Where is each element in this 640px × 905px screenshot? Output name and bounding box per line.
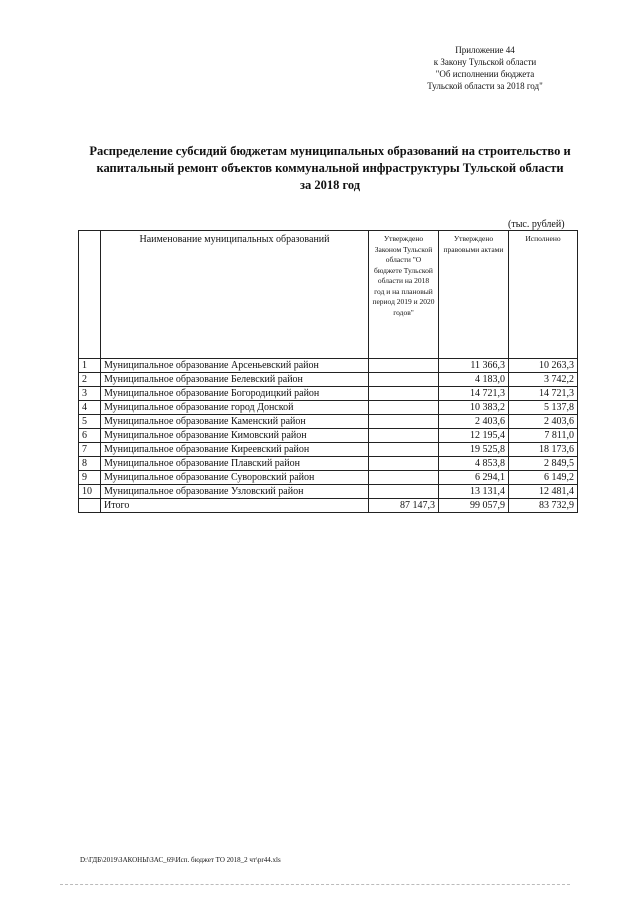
row-acts: 2 403,6 (439, 415, 509, 429)
table-row (79, 401, 578, 415)
row-law (369, 485, 439, 499)
table-row (79, 429, 578, 443)
row-name: Муниципальное образование город Донской (101, 401, 369, 415)
row-exec: 2 849,5 (509, 457, 578, 471)
row-number: 5 (79, 415, 101, 429)
row-acts: 4 853,8 (439, 457, 509, 471)
table-row (79, 387, 578, 401)
row-number: 4 (79, 401, 101, 415)
row-name: Муниципальное образование Белевский район (101, 373, 369, 387)
row-exec: 14 721,3 (509, 387, 578, 401)
header-acts: Утверждено правовыми актами (439, 231, 509, 359)
table-row (79, 471, 578, 485)
table-row (79, 485, 578, 499)
row-number: 2 (79, 373, 101, 387)
row-name: Муниципальное образование Плавский район (101, 457, 369, 471)
row-number: 3 (79, 387, 101, 401)
table-row (79, 443, 578, 457)
row-law (369, 429, 439, 443)
row-acts: 12 195,4 (439, 429, 509, 443)
row-exec: 10 263,3 (509, 359, 578, 373)
table-row (79, 359, 578, 373)
row-law (369, 457, 439, 471)
row-exec: 18 173,6 (509, 443, 578, 457)
appendix-line-1: Приложение 44 (455, 45, 515, 55)
row-name: Муниципальное образование Богородицкий район (101, 387, 369, 401)
row-acts: 19 525,8 (439, 443, 509, 457)
row-acts: 13 131,4 (439, 485, 509, 499)
table-row (79, 415, 578, 429)
row-name: Муниципальное образование Каменский район (101, 415, 369, 429)
row-number: 8 (79, 457, 101, 471)
table-row (79, 373, 578, 387)
row-law (369, 373, 439, 387)
row-law (369, 359, 439, 373)
file-path-footer: D:\ГДБ\2019\ЗАКОНЫ\ЗАС_69\Исп. бюджет ТО 2018_2 чт\pr44.xls (80, 856, 281, 864)
appendix-header (395, 44, 575, 92)
row-acts: 11 366,3 (439, 359, 509, 373)
subsidy-table (78, 230, 578, 513)
row-law (369, 443, 439, 457)
table-header-row (79, 231, 578, 359)
appendix-line-2: к Закону Тульской области (433, 57, 537, 67)
row-acts: 4 183,0 (439, 373, 509, 387)
appendix-line-3: "Об исполнении бюджета (435, 69, 535, 79)
row-acts: 14 721,3 (439, 387, 509, 401)
total-law: 87 147,3 (369, 499, 439, 513)
title-line-3: за 2018 год (299, 178, 361, 192)
row-number: 7 (79, 443, 101, 457)
row-name: Муниципальное образование Киреевский район (101, 443, 369, 457)
row-number: 6 (79, 429, 101, 443)
total-name: Итого (101, 499, 369, 513)
row-acts: 6 294,1 (439, 471, 509, 485)
row-exec: 3 742,2 (509, 373, 578, 387)
header-number (79, 231, 101, 359)
row-number: 10 (79, 485, 101, 499)
units-label: (тыс. рублей) (508, 219, 565, 230)
row-number: 1 (79, 359, 101, 373)
row-law (369, 401, 439, 415)
row-name: Муниципальное образование Суворовский район (101, 471, 369, 485)
header-law: Утверждено Законом Тульской области "О бюджете Тульской области на 2018 год и на плановый период 2019 и 2020 годов" (369, 231, 439, 359)
header-exec: Исполнено (509, 231, 578, 359)
row-law (369, 415, 439, 429)
row-exec: 2 403,6 (509, 415, 578, 429)
total-number (79, 499, 101, 513)
row-acts: 10 383,2 (439, 401, 509, 415)
appendix-line-4: Тульской области за 2018 год" (427, 81, 543, 91)
row-name: Муниципальное образование Кимовский район (101, 429, 369, 443)
table-row (79, 457, 578, 471)
document-title (70, 143, 590, 194)
bottom-divider (60, 884, 570, 886)
title-line-1: Распределение субсидий бюджетам муниципальных образований на строительство и (89, 144, 571, 158)
table-total-row (79, 499, 578, 513)
row-law (369, 387, 439, 401)
title-line-2: капитальный ремонт объектов коммунальной инфраструктуры Тульской области (96, 161, 564, 175)
total-acts: 99 057,9 (439, 499, 509, 513)
row-law (369, 471, 439, 485)
header-name: Наименование муниципальных образований (101, 231, 369, 359)
row-exec: 12 481,4 (509, 485, 578, 499)
row-number: 9 (79, 471, 101, 485)
row-exec: 7 811,0 (509, 429, 578, 443)
row-name: Муниципальное образование Арсеньевский район (101, 359, 369, 373)
row-exec: 6 149,2 (509, 471, 578, 485)
row-name: Муниципальное образование Узловский район (101, 485, 369, 499)
row-exec: 5 137,8 (509, 401, 578, 415)
total-exec: 83 732,9 (509, 499, 578, 513)
